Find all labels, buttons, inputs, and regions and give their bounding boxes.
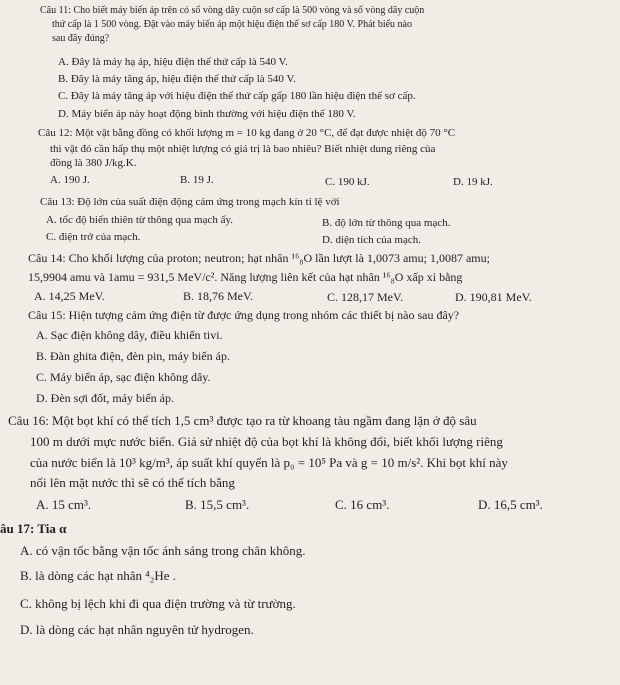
q11-option-b: B. Đây là máy tăng áp, hiệu điện thế thứ cấp là 540 V. (58, 73, 296, 85)
q12-option-a: A. 190 J. (50, 174, 90, 186)
q17-option-d: D. là dòng các hạt nhân nguyên tử hydrogen. (20, 622, 254, 637)
q12-option-b: B. 19 J. (180, 174, 214, 186)
q14-option-b: B. 18,76 MeV. (183, 289, 254, 303)
q16-option-b: B. 15,5 cm³. (185, 497, 250, 512)
q13-option-c: C. điện trở của mạch. (46, 231, 141, 243)
q11-option-c: C. Đây là máy tăng áp với hiệu điện thế thứ cấp gấp 180 lần hiệu điện thế sơ cấp. (58, 90, 416, 102)
q16-stem-line4: nổi lên mặt nước thì sẽ có thể tích bằng (30, 475, 235, 490)
q15-stem: Câu 15: Hiện tượng cảm ứng điện từ được ứng dụng trong nhóm các thiết bị nào sau đây? (28, 308, 460, 322)
q12-stem-line1: Câu 12: Một vật bằng đồng có khối lượng m = 10 kg đang ở 20 °C, để đạt được nhiệt độ 70 °C (38, 127, 456, 139)
q14-option-a: A. 14,25 MeV. (34, 289, 105, 303)
q11-stem-line3: sau đây đúng? (52, 33, 110, 44)
q12-stem-line2: thì vật đó cần hấp thụ một nhiệt lượng có giá trị là bao nhiêu? Biết nhiệt dung riêng của (50, 143, 436, 155)
q14-option-d: D. 190,81 MeV. (455, 290, 532, 304)
q13-option-d: D. diện tích của mạch. (322, 234, 421, 246)
q16-option-a: A. 15 cm³. (36, 497, 92, 512)
q13-option-a: A. tốc độ biến thiên từ thông qua mạch ấy. (46, 214, 234, 226)
q16-option-d: D. 16,5 cm³. (478, 497, 543, 512)
q16-option-c: C. 16 cm³. (335, 497, 390, 512)
q12-stem-line3: đồng là 380 J/kg.K. (50, 157, 137, 169)
q17-stem: âu 17: Tia α (0, 521, 67, 536)
q16-stem-line3: của nước biển là 10³ kg/m³, áp suất khí quyển là p₀ = 10⁵ Pa và g = 10 m/s². Khi bọt khí này (30, 455, 508, 470)
q12-option-c: C. 190 kJ. (325, 176, 370, 188)
q17-option-b: B. là dòng các hạt nhân ⁴₂He . (20, 568, 176, 583)
q11-stem-line1: Câu 11: Cho biết máy biến áp trên có số vòng dây cuộn sơ cấp là 500 vòng và số vòng dây cuộn (40, 5, 425, 16)
q13-stem: Câu 13: Độ lớn của suất điện động cảm ứng trong mạch kín tỉ lệ với (40, 196, 340, 208)
q11-stem-line2: thứ cấp là 1 500 vòng. Đặt vào máy biến áp một hiệu điện thế sơ cấp 180 V. Phát biểu nào (52, 19, 412, 30)
q15-option-c: C. Máy biến áp, sạc điện không dây. (36, 370, 211, 384)
q17-option-a: A. có vận tốc bằng vận tốc ánh sáng trong chân không. (20, 543, 306, 558)
q13-option-b: B. độ lớn từ thông qua mạch. (322, 217, 451, 229)
q17-option-c: C. không bị lệch khi đi qua điện trường và từ trường. (20, 596, 296, 611)
q14-option-c: C. 128,17 MeV. (327, 290, 404, 304)
q14-stem-line1: Câu 14: Cho khối lượng của proton; neutron; hạt nhân ¹⁶₈O lần lượt là 1,0073 amu; 1,0087 amu; (28, 251, 490, 265)
q15-option-a: A. Sạc điện không dây, điều khiển tivi. (36, 328, 223, 342)
q15-option-b: B. Đàn ghita điện, đèn pin, máy biến áp. (36, 349, 230, 363)
q15-option-d: D. Đèn sợi đốt, máy biến áp. (36, 391, 174, 405)
q11-option-a: A. Đây là máy hạ áp, hiệu điện thế thứ cấp là 540 V. (58, 56, 288, 68)
q12-option-d: D. 19 kJ. (453, 176, 493, 188)
q14-stem-line2: 15,9904 amu và 1amu = 931,5 MeV/c². Năng lượng liên kết của hạt nhân ¹⁶₈O xấp xỉ bằng (28, 270, 463, 284)
q16-stem-line2: 100 m dưới mực nước biển. Giả sử nhiệt độ của bọt khí là không đổi, biết khối lượng riêng (30, 434, 503, 449)
q16-stem-line1: Câu 16: Một bọt khí có thể tích 1,5 cm³ được tạo ra từ khoang tàu ngầm đang lặn ở độ sâu (8, 413, 477, 428)
q11-option-d: D. Máy biến áp này hoạt động bình thường với hiệu điện thế 180 V. (58, 108, 356, 120)
